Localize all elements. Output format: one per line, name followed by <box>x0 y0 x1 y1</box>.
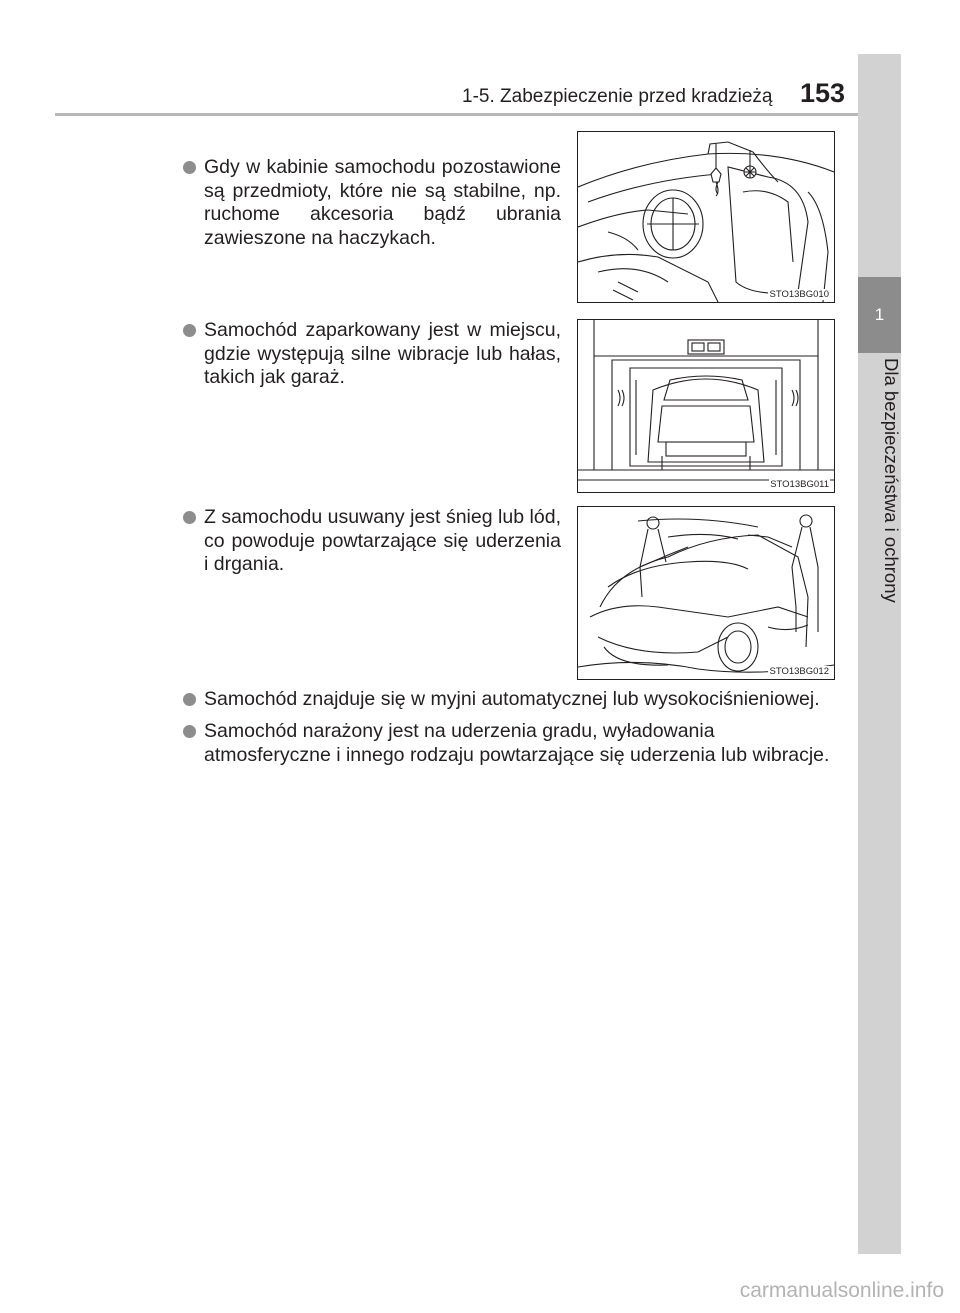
side-chapter-number: 1 <box>858 277 901 353</box>
figure-code: STO13BG012 <box>769 666 829 677</box>
bullet-text: Z samochodu usuwany jest śnieg lub lód, co powoduje powtarzające się uderzenia i drgania. <box>204 506 561 575</box>
bullet-text: Samochód znajduje się w myjni automatycznej lub wysokociśnieniowej. <box>204 688 820 710</box>
bullet-text: Gdy w kabinie samochodu pozostawione są przedmioty, które nie są stabilne, np. ruchome akcesoria bądź ubrania zawieszone na haczykach. <box>204 156 561 249</box>
bullet-item <box>183 506 561 577</box>
figure-code: STO13BG010 <box>769 289 829 300</box>
bullet-item <box>183 156 561 250</box>
bullet-dot-icon <box>183 693 196 706</box>
figure-code: STO13BG011 <box>770 479 829 490</box>
bullet-dot-icon <box>183 324 196 337</box>
watermark: carmanualsonline.info <box>739 1279 944 1302</box>
snow-removal-illustration <box>578 507 834 679</box>
bullet-item <box>183 720 843 767</box>
bullet-text: Samochód narażony jest na uderzenia gradu, wyładowania atmosferyczne i innego rodzaju powtarzające się uderzenia lub wibracje. <box>204 720 830 766</box>
figure-car-garage <box>577 319 835 493</box>
section-title: 1-5. Zabezpieczenie przed kradzieżą <box>462 86 773 107</box>
page-number: 153 <box>800 78 846 108</box>
figure-snow-removal <box>577 506 835 680</box>
bullet-text: Samochód zaparkowany jest w miejscu, gdzie występują silne wibracje lub hałas, takich jak garaż. <box>204 319 561 388</box>
side-tab <box>858 54 901 1254</box>
header-rule <box>55 113 858 116</box>
bullet-dot-icon <box>183 161 196 174</box>
bullet-dot-icon <box>183 511 196 524</box>
car-garage-illustration <box>578 320 834 492</box>
bullet-item <box>183 688 843 712</box>
bullet-item <box>183 319 561 390</box>
bullet-dot-icon <box>183 725 196 738</box>
figure-car-interior <box>577 131 835 303</box>
side-chapter-title: Dla bezpieczeństwa i ochrony <box>881 358 902 603</box>
car-interior-illustration <box>578 132 834 302</box>
